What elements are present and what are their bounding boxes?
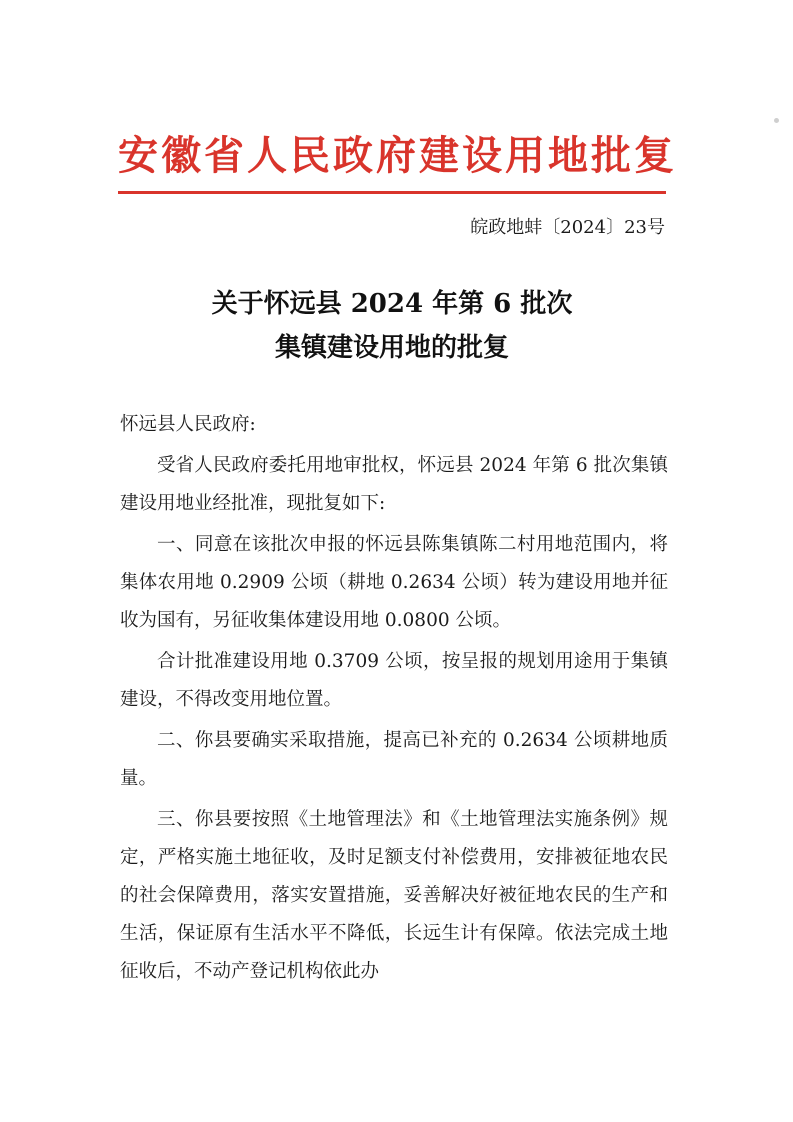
title-line-2: 集镇建设用地的批复: [274, 333, 509, 363]
scan-dot: [774, 118, 779, 123]
masthead-title: 安徽省人民政府建设用地批复: [118, 132, 677, 179]
title-line-1: 关于怀远县 2024 年第 6 批次: [211, 289, 573, 319]
paragraph-item-3: 三、你县要按照《土地管理法》和《土地管理法实施条例》规定，严格实施土地征收，及时足额支付补偿费用，安排被征地农民的社会保障费用，落实安置措施，妥善解决好被征地农民的生产和生活，保证原有生活水平不降低，长远生计有保障。依法完成土地征收后，不动产登记机构依此办: [120, 809, 668, 982]
document-number: 皖政地蚌〔2024〕23号: [470, 217, 665, 238]
paragraph-intro: 受省人民政府委托用地审批权，怀远县 2024 年第 6 批次集镇建设用地业经批准，现批复如下:: [120, 455, 668, 514]
document-body: [120, 406, 668, 991]
paragraph-item-1: 一、同意在该批次申报的怀远县陈集镇陈二村用地范围内，将集体农用地 0.2909 公顷（耕地 0.2634 公顷）转为建设用地并征收为国有，另征收集体建设用地 0.0800 公顷。: [120, 534, 668, 631]
paragraph-item-2: 二、你县要确实采取措施，提高已补充的 0.2634 公顷耕地质量。: [120, 730, 668, 789]
red-divider-line: [118, 191, 666, 194]
paragraph-total: 合计批准建设用地 0.3709 公顷，按呈报的规划用途用于集镇建设，不得改变用地位置。: [120, 651, 668, 710]
document-title: [118, 282, 666, 370]
salutation: 怀远县人民政府:: [120, 414, 256, 435]
